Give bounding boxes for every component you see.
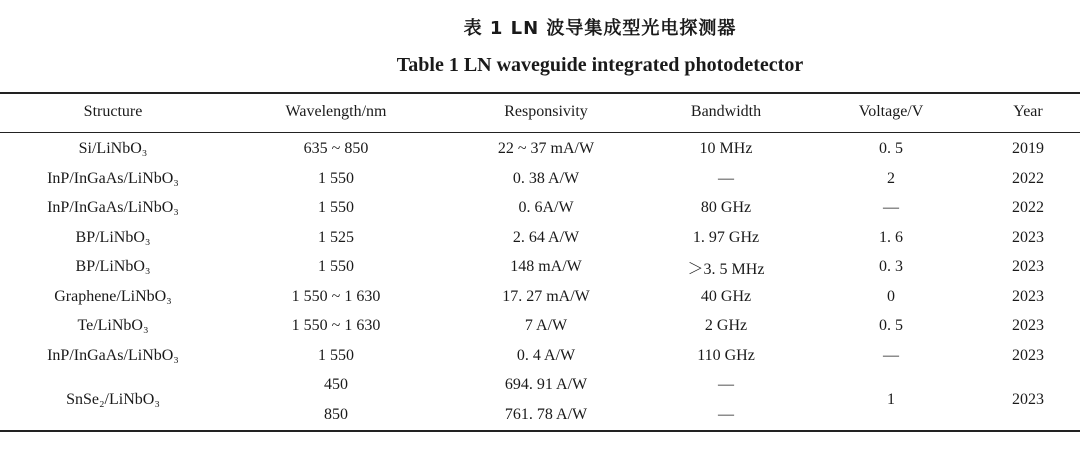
cell-year: 2023 [1012, 287, 1044, 305]
cell-bandwidth: — [718, 376, 734, 393]
cell-wavelength: 1 550 [318, 258, 354, 275]
cell-structure: InP/InGaAs/LiNbO₃ [47, 346, 179, 364]
cell-wavelength: 1 550 [318, 169, 354, 187]
cell-wavelength: 1 525 [318, 228, 354, 246]
cell-year: 2023 [1012, 258, 1044, 275]
cell-voltage: 0 [887, 287, 895, 305]
table-header-rule [0, 132, 1080, 133]
cell-voltage-snse2: 1 [887, 391, 895, 408]
table-caption-chinese: 表 1 LN 波导集成型光电探测器 [463, 18, 737, 39]
cell-structure: InP/InGaAs/LiNbO₃ [47, 199, 179, 216]
header-responsivity: Responsivity [504, 103, 588, 120]
cell-bandwidth: 80 GHz [700, 199, 752, 216]
cell-responsivity: 2. 64 A/W [512, 228, 580, 246]
header-voltage: Voltage/V [858, 103, 924, 120]
cell-year: 2023 [1012, 317, 1044, 334]
cell-wavelength: 1 550 [318, 346, 354, 364]
table-header-row [0, 97, 1080, 127]
cell-responsivity: 0. 6A/W [518, 199, 574, 216]
cell-voltage: 2 [887, 169, 895, 187]
header-year: Year [1013, 103, 1043, 120]
header-structure: Structure [83, 103, 143, 120]
cell-responsivity: 148 mA/W [510, 258, 582, 275]
cell-responsivity: 7 A/W [524, 317, 568, 334]
cell-bandwidth: — [718, 406, 734, 423]
cell-wavelength: 1 550 ~ 1 630 [291, 317, 381, 334]
cell-responsivity: 694. 91 A/W [504, 376, 588, 393]
cell-bandwidth: ＞3. 5 MHz [687, 260, 765, 278]
cell-year: 2022 [1012, 199, 1044, 216]
header-wavelength: Wavelength/nm [285, 103, 387, 120]
cell-voltage: 1. 6 [879, 228, 903, 246]
cell-responsivity: 22 ~ 37 mA/W [497, 140, 595, 157]
cell-bandwidth: 1. 97 GHz [692, 228, 760, 246]
cell-bandwidth: 110 GHz [697, 346, 755, 364]
cell-voltage: — [883, 346, 899, 364]
table-row [0, 282, 1080, 312]
cell-structure-snse2: SnSe₂/LiNbO₃ [66, 391, 160, 408]
table-row [0, 134, 1080, 164]
cell-year: 2019 [1012, 140, 1044, 157]
cell-responsivity: 0. 4 A/W [516, 346, 576, 364]
cell-wavelength: 850 [324, 406, 348, 423]
cell-responsivity: 0. 38 A/W [512, 169, 580, 187]
cell-wavelength: 450 [324, 376, 348, 393]
table-row [0, 341, 1080, 371]
cell-bandwidth: — [718, 169, 734, 187]
cell-structure: Te/LiNbO₃ [77, 317, 149, 334]
cell-year: 2023 [1012, 228, 1044, 246]
table-row [0, 193, 1080, 223]
cell-bandwidth: 40 GHz [700, 287, 752, 305]
header-bandwidth: Bandwidth [690, 103, 762, 120]
cell-responsivity: 17. 27 mA/W [502, 287, 590, 305]
table-row [0, 164, 1080, 194]
cell-year: 2023 [1012, 346, 1044, 364]
cell-structure: Graphene/LiNbO₃ [54, 287, 172, 305]
table-bottom-rule [0, 430, 1080, 432]
cell-wavelength: 1 550 ~ 1 630 [291, 287, 381, 305]
cell-year-snse2: 2023 [1012, 391, 1044, 408]
cell-bandwidth: 10 MHz [699, 140, 753, 157]
table-top-rule [0, 92, 1080, 94]
cell-year: 2022 [1012, 169, 1044, 187]
cell-wavelength: 1 550 [318, 199, 354, 216]
cell-structure: BP/LiNbO₃ [75, 228, 151, 246]
cell-bandwidth: 2 GHz [704, 317, 748, 334]
cell-structure: BP/LiNbO₃ [75, 258, 151, 275]
table-row [0, 252, 1080, 282]
cell-voltage: — [883, 199, 899, 216]
cell-wavelength: 635 ~ 850 [303, 140, 369, 157]
table-row [0, 311, 1080, 341]
cell-responsivity: 761. 78 A/W [504, 406, 588, 423]
cell-voltage: 0. 5 [879, 317, 903, 334]
table-row [0, 223, 1080, 253]
table-caption-english: Table 1 LN waveguide integrated photodetector [396, 54, 804, 76]
cell-voltage: 0. 3 [879, 258, 903, 275]
cell-structure: InP/InGaAs/LiNbO₃ [47, 169, 179, 187]
cell-structure: Si/LiNbO₃ [78, 140, 148, 157]
cell-voltage: 0. 5 [879, 140, 903, 157]
